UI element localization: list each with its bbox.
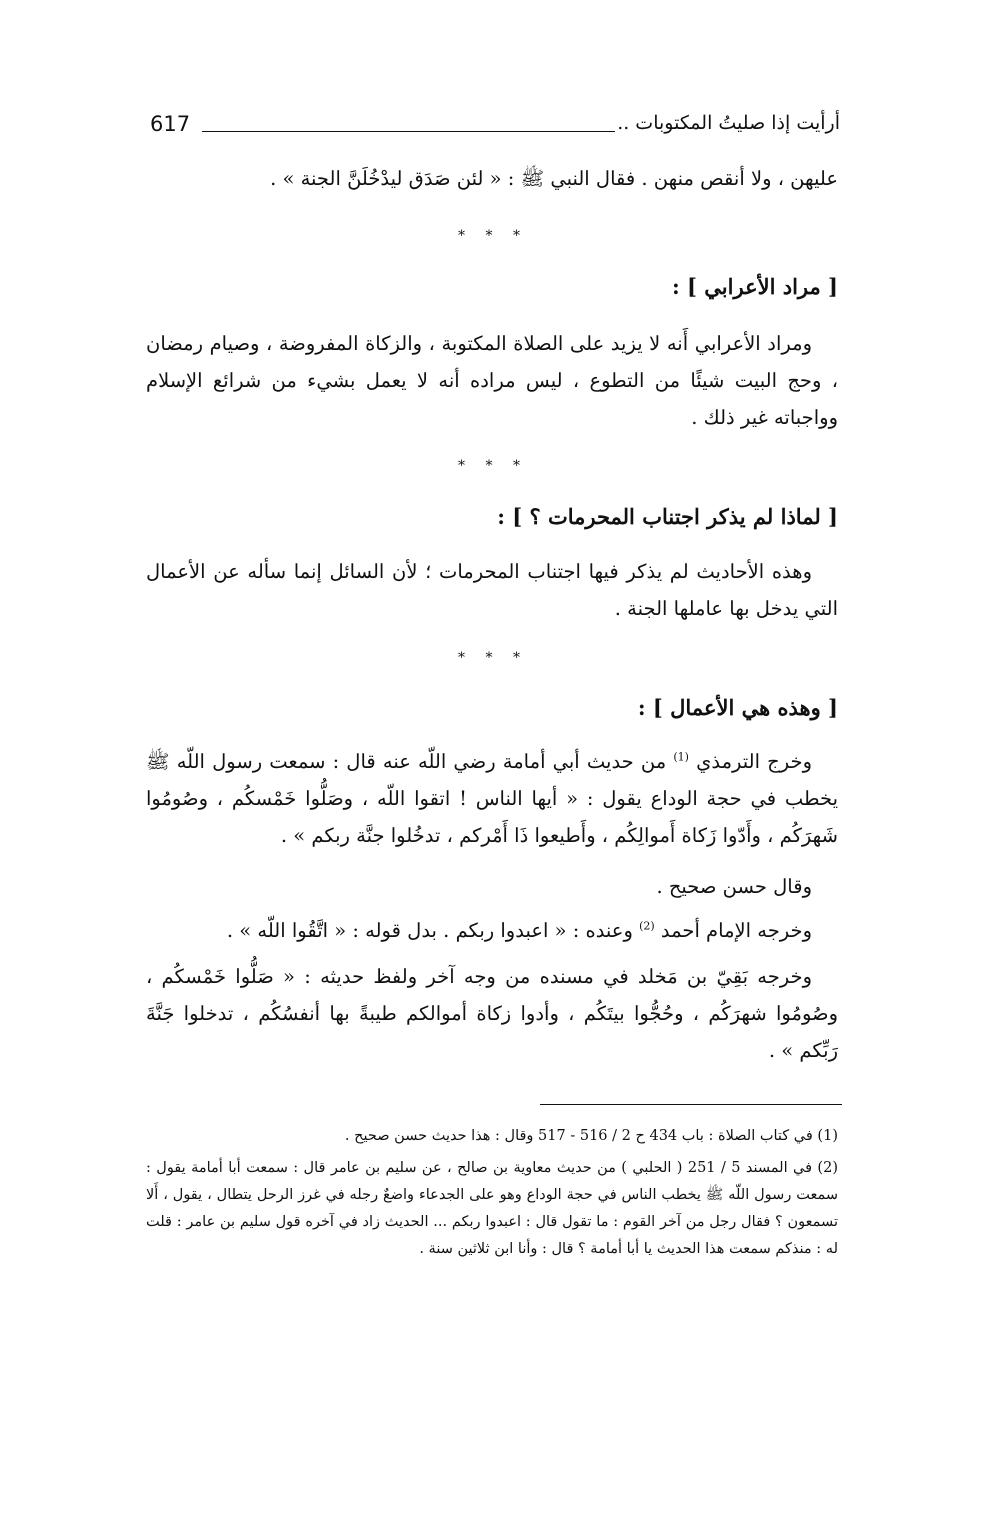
page-number: 617 <box>150 112 191 136</box>
paragraph-hasan-sahih: وقال حسن صحيح . <box>656 875 812 898</box>
section-divider: * * * <box>458 458 528 474</box>
paragraph-text: من حديث أبي أمامة رضي اللّه عنه قال : سمعت رسول اللّه ﷺ يخطب في حجة الوداع يقول : « أيها الناس ! اتقوا اللّه ، وصَلُّوا خَمْسكُم ، وصُومُوا شَهرَكُم ، وأَدّوا زَكاة أَموالِكُم ، وأَطيعوا ذَا أَمْركم ، تدخُلوا جنَّة ربكم » . <box>146 750 838 847</box>
paragraph-prohibitions: وهذه الأحاديث لم يذكر فيها اجتناب المحرمات ؛ لأن السائل إنما سأله عن الأعمال التي يدخل بها عاملها الجنة . <box>146 560 838 620</box>
footnote-ref: (2) <box>639 919 655 933</box>
paragraph-text: وخرجه الإمام أحمد <box>660 919 812 942</box>
footnote-ref: (1) <box>673 750 689 764</box>
footnote-1: (1) في كتاب الصلاة : باب 434 ح 2 / 516 - 517 وقال : هذا حديث حسن صحيح . <box>344 1128 838 1144</box>
section-divider: * * * <box>458 228 528 244</box>
paragraph-continuation: عليهن ، ولا أنقص منهن . فقال النبي ﷺ : « لئن صَدَق ليدْخُلَنَّ الجنة » . <box>270 167 838 190</box>
paragraph-baqi: وخرجه بَقِيّ بن مَخلد في مسنده من وجه آخر ولفظ حديثه : « صَلُّوا خَمْسكُم ، وصُومُوا شهرَكُم ، وحُجُّوا بيتَكُم ، وأدوا زكاة أموالكم طيبةً بها أنفسُكُم ، تدخلوا جَنَّةَ رَبِّكم » . <box>146 965 838 1062</box>
paragraph-text: وعنده : « اعبدوا ربكم . بدل قوله : « اتَّقُوا اللّه » . <box>226 919 633 942</box>
running-title: أرأيت إذا صليتُ المكتوبات .. <box>617 112 840 134</box>
paragraph-ahmad <box>146 912 838 949</box>
section-heading-prohibitions: [ لماذا لم يذكر اجتناب المحرمات ؟ ] : <box>497 504 838 529</box>
paragraph-tirmidhi <box>146 743 838 854</box>
paragraph-text: وخرج الترمذي <box>696 750 813 773</box>
section-divider: * * * <box>458 650 528 666</box>
footnote-rule <box>540 1104 842 1105</box>
paragraph-bedouin-meaning: ومراد الأعرابي أَنه لا يزيد على الصلاة المكتوبة ، والزكاة المفروضة ، وصيام رمضان ، وحج البيت شيئًا من التطوع ، ليس مراده أنه لا يعمل بشيء من شرائع الإسلام وواجباته غير ذلك . <box>146 332 838 429</box>
section-heading-deeds: [ وهذه هي الأعمال ] : <box>637 695 838 720</box>
header-rule <box>202 131 615 132</box>
section-heading-bedouin: [ مراد الأعرابي ] : <box>671 274 838 299</box>
footnote-2: (2) في المسند 5 / 251 ( الحلبي ) من حديث معاوية بن صالح ، عن سليم بن عامر قال : سمعت أبا أمامة يقول : سمعت رسول اللّه ﷺ يخطب الناس في حجة الوداع وهو على الجدعاء واضعٌ رجله في غرز الرحل يتطال ، يقول ، أَلا تسمعون ؟ فقال رجل من آخر القوم : ما تقول قال : اعبدوا ربكم ... الحديث زاد في آخره قول سليم بن عامر : قلت له : منذكم سمعت هذا الحديث يا أبا أمامة ؟ قال : وأنا ابن ثلاثين سنة . <box>146 1160 838 1257</box>
running-header <box>150 112 840 146</box>
